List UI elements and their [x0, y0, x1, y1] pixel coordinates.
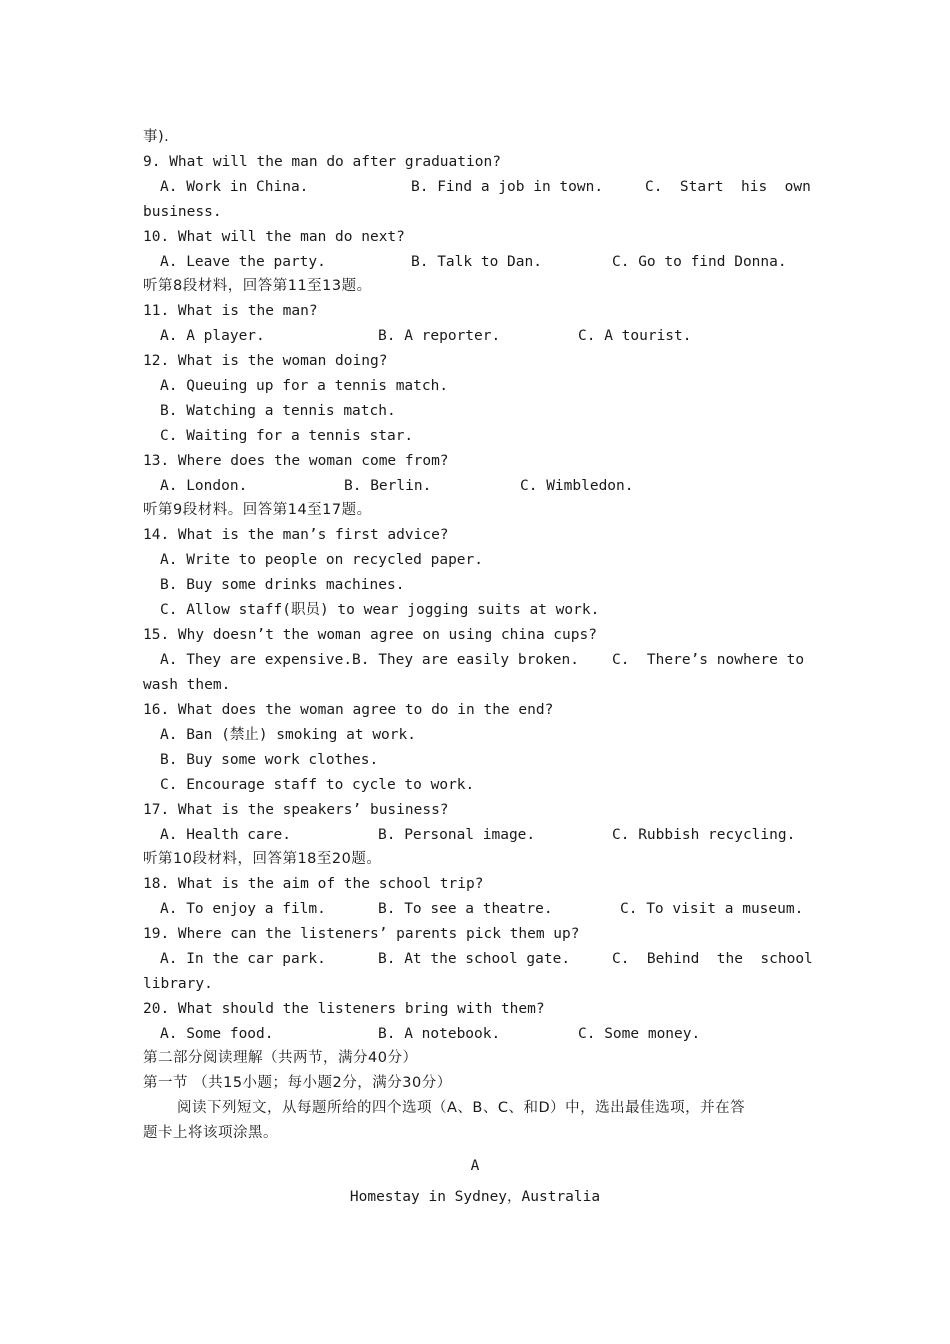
option-19c-cont: library.	[143, 976, 213, 992]
section-heading: 第一节 （共15小题；每小题2分，满分30分）	[143, 1075, 452, 1091]
option-18b: B. To see a theatre.	[378, 901, 553, 917]
option-10a: A. Leave the party.	[160, 254, 326, 270]
option-19a: A. In the car park.	[160, 951, 326, 967]
section-heading: 听第8段材料，回答第11至13题。	[143, 278, 372, 294]
option-14a: A. Write to people on recycled paper.	[160, 552, 484, 568]
question-13: 13. Where does the woman come from?	[143, 453, 449, 469]
question-9: 9. What will the man do after graduation?	[143, 154, 501, 170]
option-14c: C. Allow staff(职员) to wear jogging suits at work.	[160, 602, 600, 618]
option-19b: B. At the school gate.	[378, 951, 571, 967]
question-12: 12. What is the woman doing?	[143, 353, 388, 369]
question-10: 10. What will the man do next?	[143, 229, 405, 245]
option-15a: A. They are expensive.	[160, 652, 353, 668]
option-13c: C. Wimbledon.	[520, 478, 634, 494]
option-12c: C. Waiting for a tennis star.	[160, 428, 414, 444]
option-12b: B. Watching a tennis match.	[160, 403, 396, 419]
option-17c: C. Rubbish recycling.	[612, 827, 796, 843]
passage-label: A	[470, 1158, 480, 1174]
text-line: 事).	[143, 129, 170, 145]
option-10b: B. Talk to Dan.	[411, 254, 542, 270]
option-17a: A. Health care.	[160, 827, 291, 843]
option-9c: C. Start his own	[645, 179, 811, 195]
section-heading: 听第10段材料，回答第18至20题。	[143, 851, 382, 867]
option-14b: B. Buy some drinks machines.	[160, 577, 405, 593]
question-20: 20. What should the listeners bring with them?	[143, 1001, 545, 1017]
instructions: 阅读下列短文，从每题所给的四个选项（A、B、C、和D）中，选出最佳选项，并在答	[177, 1100, 746, 1116]
option-20c: C. Some money.	[578, 1026, 701, 1042]
option-13b: B. Berlin.	[344, 478, 432, 494]
option-11b: B. A reporter.	[378, 328, 501, 344]
question-19: 19. Where can the listeners’ parents pick them up?	[143, 926, 580, 942]
option-18c: C. To visit a museum.	[620, 901, 804, 917]
passage-title: Homestay in Sydney，Australia	[349, 1189, 601, 1205]
option-15c: C. There’s nowhere to	[612, 652, 805, 668]
question-15: 15. Why doesn’t the woman agree on using china cups?	[143, 627, 597, 643]
question-16: 16. What does the woman agree to do in the end?	[143, 702, 554, 718]
option-15b: B. They are easily broken.	[352, 652, 579, 668]
question-18: 18. What is the aim of the school trip?	[143, 876, 484, 892]
option-17b: B. Personal image.	[378, 827, 536, 843]
option-9a: A. Work in China.	[160, 179, 309, 195]
option-20b: B. A notebook.	[378, 1026, 501, 1042]
part-heading: 第二部分阅读理解（共两节，满分40分）	[143, 1050, 418, 1066]
option-20a: A. Some food.	[160, 1026, 274, 1042]
option-18a: A. To enjoy a film.	[160, 901, 326, 917]
option-11a: A. A player.	[160, 328, 265, 344]
question-11: 11. What is the man?	[143, 303, 318, 319]
option-10c: C. Go to find Donna.	[612, 254, 787, 270]
option-19c: C. Behind the school	[612, 951, 813, 967]
option-9c-cont: business.	[143, 204, 222, 220]
section-heading: 听第9段材料。回答第14至17题。	[143, 502, 372, 518]
option-16b: B. Buy some work clothes.	[160, 752, 379, 768]
option-11c: C. A tourist.	[578, 328, 692, 344]
instructions-cont: 题卡上将该项涂黑。	[143, 1125, 278, 1141]
option-13a: A. London.	[160, 478, 248, 494]
question-17: 17. What is the speakers’ business?	[143, 802, 449, 818]
option-16a: A. Ban (禁止) smoking at work.	[160, 727, 416, 743]
option-12a: A. Queuing up for a tennis match.	[160, 378, 449, 394]
option-16c: C. Encourage staff to cycle to work.	[160, 777, 475, 793]
question-14: 14. What is the man’s first advice?	[143, 527, 449, 543]
option-15c-cont: wash them.	[143, 677, 231, 693]
option-9b: B. Find a job in town.	[411, 179, 604, 195]
